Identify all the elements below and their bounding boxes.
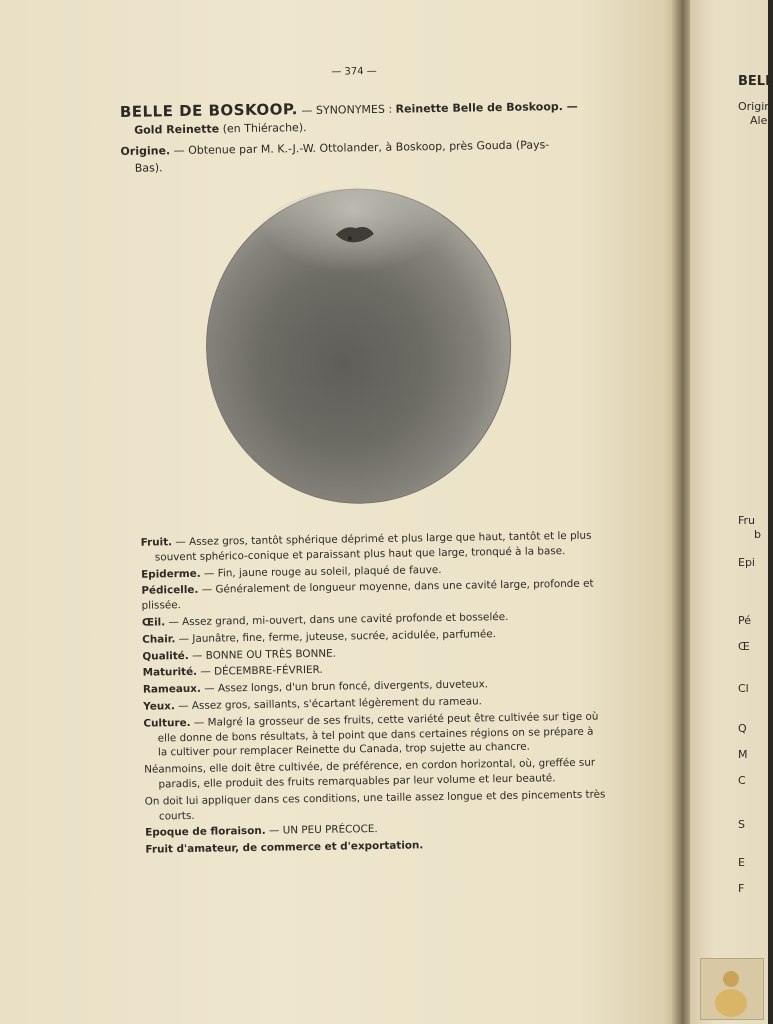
- apple-photo: [203, 186, 514, 507]
- entry-text: — Malgré la grosseur de ses fruits, cette variété peut être cultivée sur tige où elle donne de bons résultats, à tel point que dans certaines régions on se prépare à la cultiver pour remplacer Reinette du Canada, trop sujette au chancre.: [157, 710, 599, 759]
- origin-cont: Bas).: [134, 161, 163, 175]
- culture-paragraph: On doit lui appliquer dans ces conditions, une taille assez longue et des pincements très courts.: [144, 788, 606, 822]
- right-page-item: S: [738, 818, 745, 831]
- entry-text: — UN PEU PRÉCOCE.: [268, 823, 378, 838]
- entry-text: — Généralement de longueur moyenne, dans une cavité large, profonde et plissée.: [141, 577, 594, 612]
- entry-label: Maturité.: [142, 666, 198, 680]
- right-page-title: BELL: [738, 74, 773, 89]
- entry-label: Pédicelle.: [141, 584, 199, 598]
- right-page-item: E: [738, 856, 745, 869]
- entry-label: Qualité.: [142, 649, 189, 663]
- right-page-origin-cont: Ale: [750, 114, 768, 127]
- right-page-item: Epi: [738, 556, 755, 569]
- right-page-item: Cl: [738, 682, 749, 695]
- culture-paragraph: Néanmoins, elle doit être cultivée, de préférence, en cordon horizontal, où, greffée sur paradis, elle produit des fruits remarquables par leur volume et leur beauté.: [144, 756, 596, 791]
- right-page-item: b: [754, 528, 761, 541]
- entry-label: Œil.: [141, 616, 166, 629]
- right-page-item: Q: [738, 722, 747, 735]
- page-number: — 374 —: [331, 65, 377, 78]
- origin-text: — Obtenue par M. K.-J.-W. Ottolander, à Boskoop, près Gouda (Pays-: [173, 138, 550, 158]
- entry-label: Yeux.: [143, 700, 175, 713]
- entry-text: — Assez grand, mi-ouvert, dans une cavité profonde et bosselée.: [168, 610, 509, 629]
- entry-label: Culture.: [143, 716, 191, 730]
- origin-label: Origine.: [120, 144, 171, 158]
- entry-text: — Assez longs, d'un brun foncé, divergents, duveteux.: [204, 678, 489, 695]
- right-page-item: F: [738, 882, 745, 895]
- entry-text: — Assez gros, saillants, s'écartant légèrement du rameau.: [178, 695, 483, 713]
- entry-label: Epoque de floraison.: [145, 825, 266, 840]
- entry-label: Rameaux.: [142, 682, 201, 696]
- thumbnail-figure-icon: [701, 959, 763, 1019]
- synonyms-note: (en Thiérache).: [222, 121, 307, 136]
- description-body: [141, 528, 608, 859]
- entry-label: Chair.: [142, 632, 176, 646]
- right-page-item: Fru: [738, 514, 756, 527]
- synonyms-cont: Gold Reinette: [134, 122, 220, 137]
- entry-text: — BONNE OU TRÈS BONNE.: [191, 647, 337, 662]
- right-page-item: Œ: [738, 640, 750, 653]
- entry-fruit: [141, 528, 603, 565]
- entry-header: [120, 96, 611, 177]
- right-page-item: C: [738, 774, 746, 787]
- synonyms-value: Reinette Belle de Boskoop. —: [395, 99, 578, 116]
- entry-pedicelle: [141, 577, 603, 614]
- entry-label: Fruit.: [140, 536, 173, 549]
- fruit-usage-line: Fruit d'amateur, de commerce et d'exportation.: [145, 839, 424, 856]
- entry-text: — Fin, jaune rouge au soleil, plaqué de fauve.: [203, 563, 442, 580]
- entry-label: Epiderme.: [141, 567, 201, 581]
- synonyms-label: — SYNONYMES :: [301, 102, 393, 118]
- right-page-item: Pé: [738, 614, 752, 627]
- corner-thumbnail: [700, 958, 764, 1020]
- entry-text: — Jaunâtre, fine, ferme, juteuse, sucrée, acidulée, parfumée.: [178, 627, 497, 645]
- variety-title: BELLE DE BOSKOOP.: [119, 100, 299, 121]
- entry-culture: [143, 709, 606, 761]
- right-page-origin: Origin: [738, 100, 772, 113]
- entry-text: — Assez gros, tantôt sphérique déprimé et plus large que haut, tantôt et le plus souvent sphérico-conique et paraissant plus haut que large, tronqué à la base.: [154, 529, 592, 564]
- right-page-item: M: [738, 748, 748, 761]
- entry-text: — DÉCEMBRE-FÉVRIER.: [200, 664, 323, 679]
- right-page: [690, 0, 773, 1024]
